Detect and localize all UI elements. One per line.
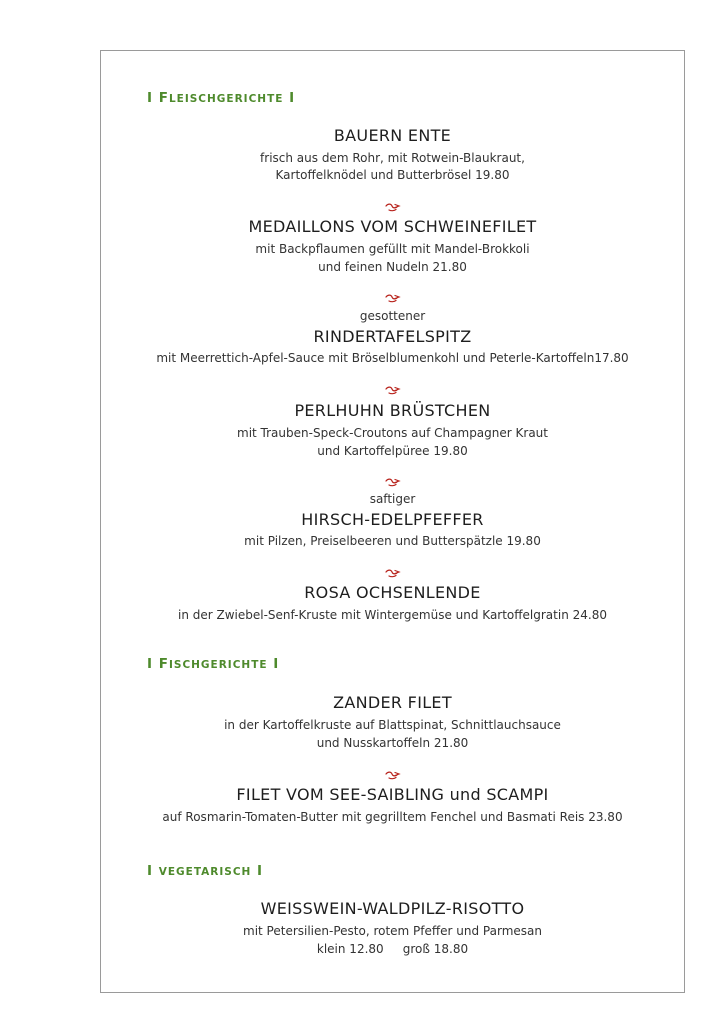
section-heading-fischgerichte: I FISCHGERICHTE I [147,656,280,672]
dish-description-line: frisch aus dem Rohr, mit Rotwein-Blaukraut, [260,151,525,165]
dish-title: ROSA OCHSENLENDE [304,583,481,602]
dish-description-line: und Kartoffelpüree 19.80 [317,444,468,458]
dish-description-line: Kartoffelknödel und Butterbrösel 19.80 [275,168,510,182]
ornament-icon [101,478,684,488]
dish-title: MEDAILLONS VOM SCHWEINEFILET [248,217,537,236]
dish-prefix: saftiger [369,492,416,506]
dish-title: WEISSWEIN-WALDPILZ-RISOTTO [260,899,525,918]
dish-title: FILET VOM SEE-SAIBLING und SCAMPI [236,785,549,804]
ornament-icon [101,203,684,213]
dish-title: RINDERTAFELSPITZ [313,327,472,346]
ornament-icon [101,771,684,781]
heading-rest: VEGETARISCH [158,866,252,878]
dish-description-line: klein 12.80 groß 18.80 [316,942,469,956]
heading-rest: LEISCHGERICHTE [168,93,284,105]
dish-description-line: mit Trauben-Speck-Croutons auf Champagner Kraut [237,426,548,440]
dish-title: HIRSCH-EDELPFEFFER [301,510,484,529]
dish-description-line: mit Pilzen, Preiselbeeren und Butterspätzle 19.80 [244,534,541,548]
ornament-icon [101,294,684,304]
heading-rest: ISCHGERICHTE [168,659,268,671]
dish-description-line: mit Backpflaumen gefüllt mit Mandel-Brokkoli [255,242,530,256]
dish-title: ZANDER FILET [333,693,452,712]
dish-description-line: in der Kartoffelkruste auf Blattspinat, Schnittlauchsauce [224,718,561,732]
dish-description-line: und feinen Nudeln 21.80 [318,260,467,274]
dish-prefix: gesottener [359,309,426,323]
heading-initial: F [158,656,169,672]
heading-initial: F [158,90,169,106]
dish-description-line: auf Rosmarin-Tomaten-Butter mit gegrilltem Fenchel und Basmati Reis 23.80 [162,810,623,824]
dish-title: PERLHUHN BRÜSTCHEN [294,401,491,420]
dish-title: BAUERN ENTE [333,126,452,145]
section-heading-vegetarisch: I VEGETARISCH I [147,863,264,879]
dish-description-line: mit Meerrettich-Apfel-Sauce mit Bröselblumenkohl und Peterle-Kartoffeln17.80 [156,351,629,365]
dish-description-line: mit Petersilien-Pesto, rotem Pfeffer und Parmesan [243,924,542,938]
ornament-icon [101,386,684,396]
menu-card [100,50,685,993]
ornament-icon [101,569,684,579]
dish-description-line: in der Zwiebel-Senf-Kruste mit Wintergemüse und Kartoffelgratin 24.80 [178,608,607,622]
dish-description-line: und Nusskartoffeln 21.80 [316,736,469,750]
section-heading-fleischgerichte: I FLEISCHGERICHTE I [147,90,296,106]
